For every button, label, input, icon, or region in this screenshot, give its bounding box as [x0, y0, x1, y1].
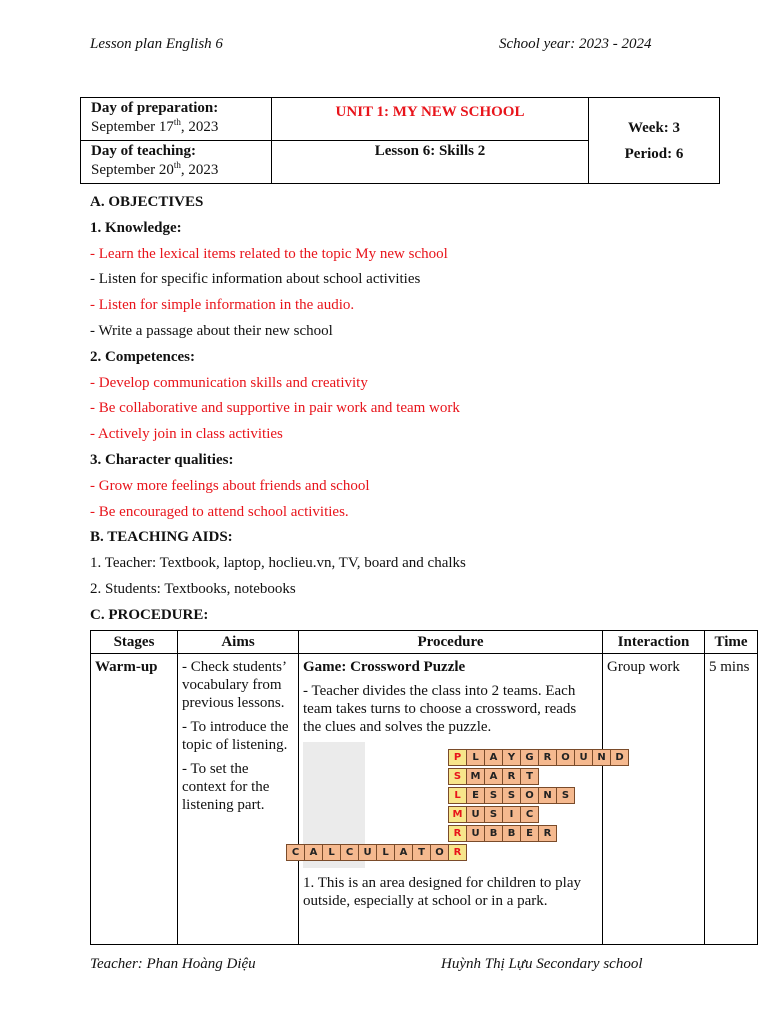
prep-date: September 17th, 2023 [91, 117, 219, 135]
crossword-cell: O [556, 749, 575, 766]
col-time: Time [705, 631, 758, 654]
objectives-section [90, 192, 730, 631]
crossword-cell: I [502, 806, 521, 823]
objective-line: - Listen for specific information about school activities [90, 271, 421, 288]
lesson-info-table [80, 97, 720, 184]
crossword-cell: S [556, 787, 575, 804]
crossword-cell: L [448, 787, 467, 804]
crossword-cell: O [430, 844, 449, 861]
stage-cell: Warm-up [91, 654, 178, 945]
unit-title: UNIT 1: MY NEW SCHOOL [272, 98, 589, 141]
character-line: - Grow more feelings about friends and school [90, 477, 370, 494]
crossword-cell: N [538, 787, 557, 804]
character-heading: 3. Character qualities: [90, 451, 234, 468]
crossword-cell: P [448, 749, 467, 766]
week-period-cell [589, 98, 720, 184]
crossword-cell: B [484, 825, 503, 842]
prep-cell [81, 98, 272, 141]
crossword-cell: D [610, 749, 629, 766]
crossword-cell: R [448, 825, 467, 842]
crossword-cell: U [466, 825, 485, 842]
aims-cell [178, 654, 299, 945]
crossword-cell: E [520, 825, 539, 842]
crossword-cell: R [448, 844, 467, 861]
lesson-title: Lesson 6: Skills 2 [272, 141, 589, 184]
teaching-aid-line: 2. Students: Textbooks, notebooks [90, 580, 296, 597]
crossword-cell: S [484, 806, 503, 823]
game-description: - Teacher divides the class into 2 teams. Each team takes turns to choose a crossword, reads the clues and solves the puzzle. [303, 683, 577, 735]
crossword-cell: R [538, 825, 557, 842]
header-lesson-plan: Lesson plan English 6 [90, 36, 223, 52]
crossword-cell: C [286, 844, 305, 861]
crossword-cell: Y [502, 749, 521, 766]
interaction-cell: Group work [603, 654, 705, 945]
knowledge-heading: 1. Knowledge: [90, 219, 182, 236]
crossword-cell: G [520, 749, 539, 766]
crossword-cell: E [466, 787, 485, 804]
crossword-cell: C [340, 844, 359, 861]
crossword-cell: L [466, 749, 485, 766]
crossword-cell: U [358, 844, 377, 861]
crossword-cell: L [322, 844, 341, 861]
crossword-cell: U [466, 806, 485, 823]
crossword-cell: S [448, 768, 467, 785]
crossword-cell: T [520, 768, 539, 785]
crossword-puzzle-image [291, 742, 624, 868]
crossword-cell: A [484, 768, 503, 785]
teaching-aids-heading: B. TEACHING AIDS: [90, 529, 233, 546]
time-cell: 5 mins [705, 654, 758, 945]
crossword-cell: O [520, 787, 539, 804]
procedure-cell [291, 654, 624, 945]
crossword-cell: R [538, 749, 557, 766]
crossword-cell: A [304, 844, 323, 861]
objective-line: - Learn the lexical items related to the topic My new school [90, 245, 448, 262]
objective-line: - Write a passage about their new school [90, 322, 333, 339]
competence-line: - Actively join in class activities [90, 426, 283, 443]
competences-heading: 2. Competences: [90, 348, 195, 365]
teach-label: Day of teaching: [91, 143, 196, 159]
aim-item: - To set the context for the listening part. [182, 761, 270, 813]
competence-line: - Be collaborative and supportive in pair work and team work [90, 400, 460, 417]
teach-cell [81, 141, 272, 184]
footer-school: Huỳnh Thị Lựu Secondary school [441, 956, 643, 972]
teach-date: September 20th, 2023 [91, 160, 219, 178]
aim-item: - To introduce the topic of listening. [182, 719, 289, 753]
crossword-cell: A [484, 749, 503, 766]
game-title: Game: Crossword Puzzle [303, 659, 466, 675]
header-school-year: School year: 2023 - 2024 [499, 36, 652, 52]
aim-item: - Check students’ vocabulary from previous lessons. [182, 659, 286, 711]
period: Period: 6 [624, 145, 684, 162]
procedure-heading: C. PROCEDURE: [90, 606, 209, 623]
crossword-cell: S [484, 787, 503, 804]
objectives-heading: A. OBJECTIVES [90, 194, 204, 210]
procedure-table [90, 630, 758, 945]
col-stages: Stages [91, 631, 178, 654]
crossword-cell: U [574, 749, 593, 766]
crossword-cell: B [502, 825, 521, 842]
competence-line: - Develop communication skills and creativity [90, 374, 368, 391]
clue-text: 1. This is an area designed for children to play outside, especially at school or in a park. [303, 875, 581, 909]
crossword-cell: T [412, 844, 431, 861]
crossword-cell: N [592, 749, 611, 766]
week: Week: 3 [627, 119, 681, 136]
character-line: - Be encouraged to attend school activities. [90, 503, 349, 520]
teaching-aid-line: 1. Teacher: Textbook, laptop, hoclieu.vn, TV, board and chalks [90, 555, 466, 572]
col-procedure: Procedure [299, 631, 603, 654]
crossword-cell: M [466, 768, 485, 785]
objective-line: - Listen for simple information in the audio. [90, 297, 355, 314]
col-interaction: Interaction [603, 631, 705, 654]
crossword-cell: C [520, 806, 539, 823]
crossword-cell: S [502, 787, 521, 804]
footer-teacher: Teacher: Phan Hoàng Diệu [90, 956, 256, 972]
crossword-cell: L [376, 844, 395, 861]
col-aims: Aims [178, 631, 299, 654]
crossword-cell: R [502, 768, 521, 785]
crossword-cell: M [448, 806, 467, 823]
prep-label: Day of preparation: [91, 100, 219, 116]
crossword-cell: A [394, 844, 413, 861]
